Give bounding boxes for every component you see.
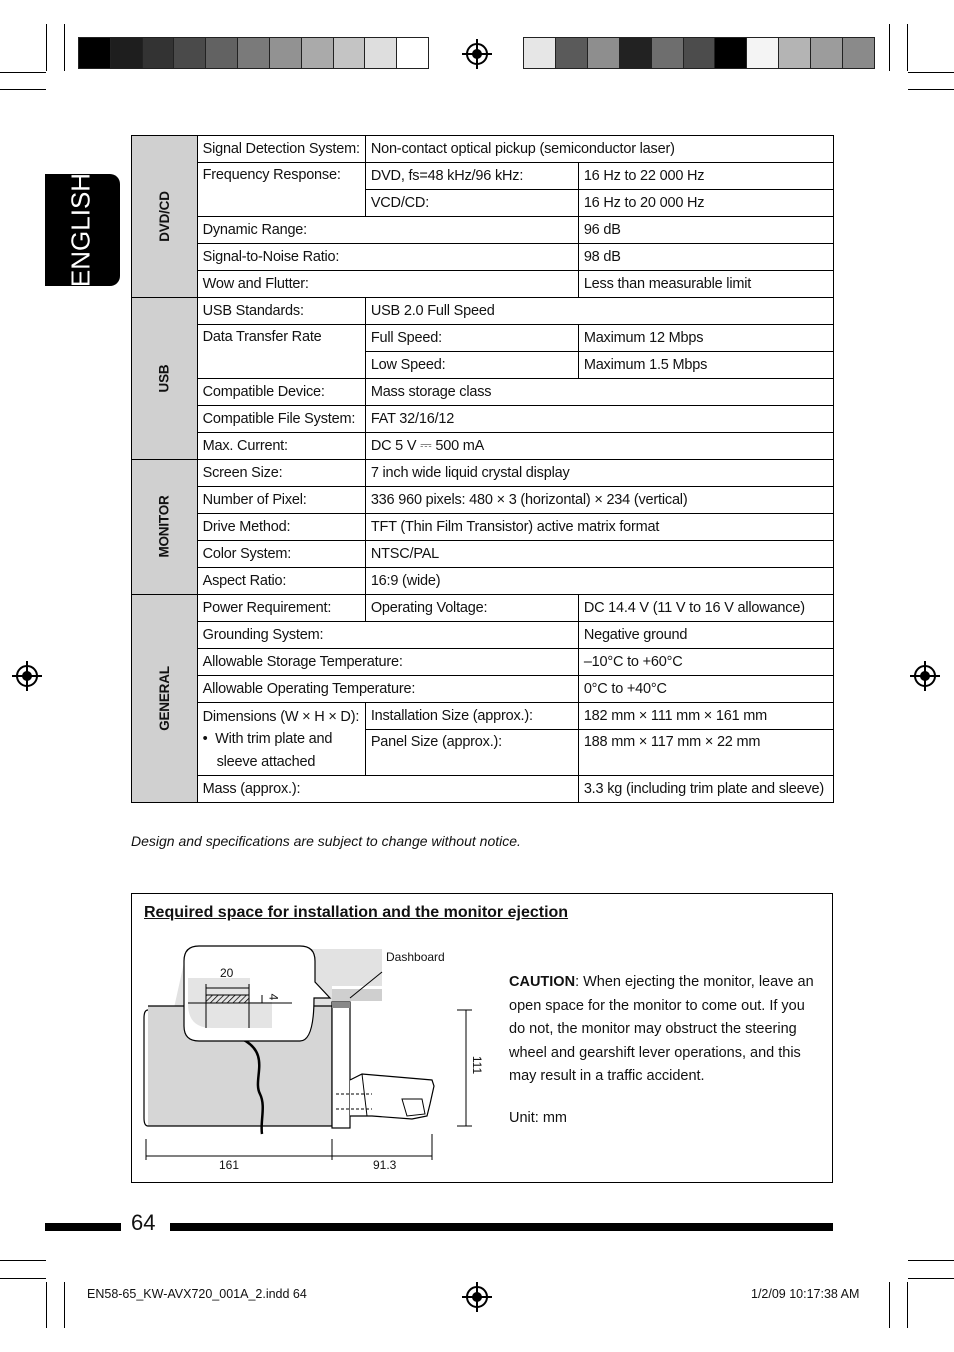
category-general: GENERAL	[132, 595, 198, 803]
spec-sublabel: Operating Voltage:	[365, 595, 578, 622]
caution-label: CAUTION	[509, 974, 576, 990]
table-row	[132, 541, 834, 568]
language-tab	[45, 174, 120, 286]
footer-file: EN58-65_KW-AVX720_001A_2.indd 64	[87, 1287, 307, 1301]
color-swatch	[111, 38, 143, 68]
caution-text	[509, 971, 819, 1089]
table-row	[132, 271, 834, 298]
dim-4-label: 4	[266, 993, 281, 1001]
color-bar-left	[78, 37, 429, 69]
table-row	[132, 514, 834, 541]
spec-value: 182 mm × 111 mm × 161 mm	[578, 703, 833, 730]
spec-label: Color System:	[197, 541, 365, 568]
spec-label: Frequency Response:	[197, 163, 365, 217]
color-swatch	[843, 38, 874, 68]
spec-label: Dynamic Range:	[197, 217, 578, 244]
page-bar-right	[170, 1223, 833, 1231]
color-swatch	[365, 38, 397, 68]
color-swatch	[524, 38, 556, 68]
spec-label: Data Transfer Rate	[197, 325, 365, 379]
color-bar-right	[523, 37, 875, 69]
spec-value: TFT (Thin Film Transistor) active matrix format	[365, 514, 833, 541]
spec-value: 16 Hz to 22 000 Hz	[578, 163, 833, 190]
spec-value: 336 960 pixels: 480 × 3 (horizontal) × 234 (vertical)	[365, 487, 833, 514]
dim-111-label: 111	[470, 1055, 485, 1075]
spec-note: Design and specifications are subject to change without notice.	[131, 833, 521, 849]
spec-sublabel: DVD, fs=48 kHz/96 kHz:	[365, 163, 578, 190]
table-row	[132, 217, 834, 244]
spec-label: Mass (approx.):	[197, 776, 578, 803]
spec-value: USB 2.0 Full Speed	[365, 298, 833, 325]
color-swatch	[811, 38, 843, 68]
spec-label: USB Standards:	[197, 298, 365, 325]
spec-value: Less than measurable limit	[578, 271, 833, 298]
spec-label-dimensions	[197, 703, 365, 776]
registration-mark-bottom	[466, 1286, 488, 1308]
spec-label: Power Requirement:	[197, 595, 365, 622]
spec-sublabel: Full Speed:	[365, 325, 578, 352]
table-row	[132, 379, 834, 406]
category-monitor: MONITOR	[132, 460, 198, 595]
spec-value: 16 Hz to 20 000 Hz	[578, 190, 833, 217]
color-swatch	[174, 38, 206, 68]
spec-value: 96 dB	[578, 217, 833, 244]
dim-161-label: 161	[219, 1158, 240, 1172]
installation-diagram	[132, 894, 507, 1182]
spec-table	[131, 135, 834, 803]
language-tab-label: ENGLISH	[65, 172, 96, 288]
registration-mark-left	[16, 665, 38, 687]
registration-mark-top	[466, 43, 488, 65]
table-row	[132, 325, 834, 352]
spec-sublabel: VCD/CD:	[365, 190, 578, 217]
color-swatch	[779, 38, 811, 68]
spec-value: 16:9 (wide)	[365, 568, 833, 595]
color-swatch	[620, 38, 652, 68]
color-swatch	[79, 38, 111, 68]
spec-value: 7 inch wide liquid crystal display	[365, 460, 833, 487]
spec-value: Maximum 1.5 Mbps	[578, 352, 833, 379]
color-swatch	[206, 38, 238, 68]
table-row	[132, 460, 834, 487]
table-row	[132, 703, 834, 730]
spec-value: 188 mm × 117 mm × 22 mm	[578, 730, 833, 776]
category-dvd: DVD/CD	[132, 136, 198, 298]
installation-box	[131, 893, 833, 1183]
spec-value: FAT 32/16/12	[365, 406, 833, 433]
dim-20-label: 20	[220, 966, 234, 980]
color-swatch	[334, 38, 366, 68]
spec-label: Grounding System:	[197, 622, 578, 649]
spec-label: Signal-to-Noise Ratio:	[197, 244, 578, 271]
spec-label: Signal Detection System:	[197, 136, 365, 163]
color-swatch	[270, 38, 302, 68]
spec-value: Mass storage class	[365, 379, 833, 406]
color-swatch	[684, 38, 716, 68]
table-row	[132, 487, 834, 514]
color-swatch	[238, 38, 270, 68]
installation-title: Required space for installation and the monitor ejection	[144, 904, 569, 921]
table-row	[132, 433, 834, 460]
spec-label: Compatible Device:	[197, 379, 365, 406]
unit-label: Unit: mm	[509, 1110, 567, 1126]
table-row	[132, 776, 834, 803]
spec-value: DC 5 V ⎓ 500 mA	[365, 433, 833, 460]
spec-label: Drive Method:	[197, 514, 365, 541]
spec-value: DC 14.4 V (11 V to 16 V allowance)	[578, 595, 833, 622]
category-usb: USB	[132, 298, 198, 460]
table-row	[132, 595, 834, 622]
color-swatch	[588, 38, 620, 68]
spec-value: –10°C to +60°C	[578, 649, 833, 676]
spec-label: Aspect Ratio:	[197, 568, 365, 595]
color-swatch	[143, 38, 175, 68]
spec-label: Compatible File System:	[197, 406, 365, 433]
dim-913-label: 91.3	[373, 1158, 397, 1172]
footer-date: 1/2/09 10:17:38 AM	[751, 1287, 860, 1301]
page-bar-left	[45, 1223, 121, 1231]
caution-body: : When ejecting the monitor, leave an open space for the monitor to come out. If you do not, the monitor may obstruct the steering wheel and gearshift lever operations, and this may result in a traffic accident.	[509, 974, 814, 1084]
table-row	[132, 568, 834, 595]
table-row	[132, 406, 834, 433]
table-row	[132, 244, 834, 271]
spec-value: 0°C to +40°C	[578, 676, 833, 703]
spec-label: Dimensions (W × H × D):	[202, 709, 360, 725]
spec-label: Number of Pixel:	[197, 487, 365, 514]
color-swatch	[652, 38, 684, 68]
page-number: 64	[131, 1210, 156, 1235]
color-swatch	[397, 38, 428, 68]
table-row	[132, 136, 834, 163]
table-row	[132, 622, 834, 649]
registration-mark-right	[914, 665, 936, 687]
spec-label: Allowable Storage Temperature:	[197, 649, 578, 676]
color-swatch	[302, 38, 334, 68]
spec-sublabel: Low Speed:	[365, 352, 578, 379]
spec-label: Max. Current:	[197, 433, 365, 460]
spec-value: Maximum 12 Mbps	[578, 325, 833, 352]
table-row	[132, 298, 834, 325]
spec-bullet: • With trim plate and sleeve attached	[202, 731, 333, 770]
spec-sublabel: Installation Size (approx.):	[365, 703, 578, 730]
dashboard-label: Dashboard	[386, 950, 445, 964]
spec-label: Screen Size:	[197, 460, 365, 487]
spec-value: 3.3 kg (including trim plate and sleeve)	[578, 776, 833, 803]
color-swatch	[556, 38, 588, 68]
color-swatch	[715, 38, 747, 68]
spec-label: Wow and Flutter:	[197, 271, 578, 298]
spec-sublabel: Panel Size (approx.):	[365, 730, 578, 776]
color-swatch	[747, 38, 779, 68]
table-row	[132, 163, 834, 190]
spec-value: Non-contact optical pickup (semiconductor laser)	[365, 136, 833, 163]
table-row	[132, 676, 834, 703]
spec-value: NTSC/PAL	[365, 541, 833, 568]
spec-value: 98 dB	[578, 244, 833, 271]
spec-value: Negative ground	[578, 622, 833, 649]
spec-label: Allowable Operating Temperature:	[197, 676, 578, 703]
table-row	[132, 649, 834, 676]
